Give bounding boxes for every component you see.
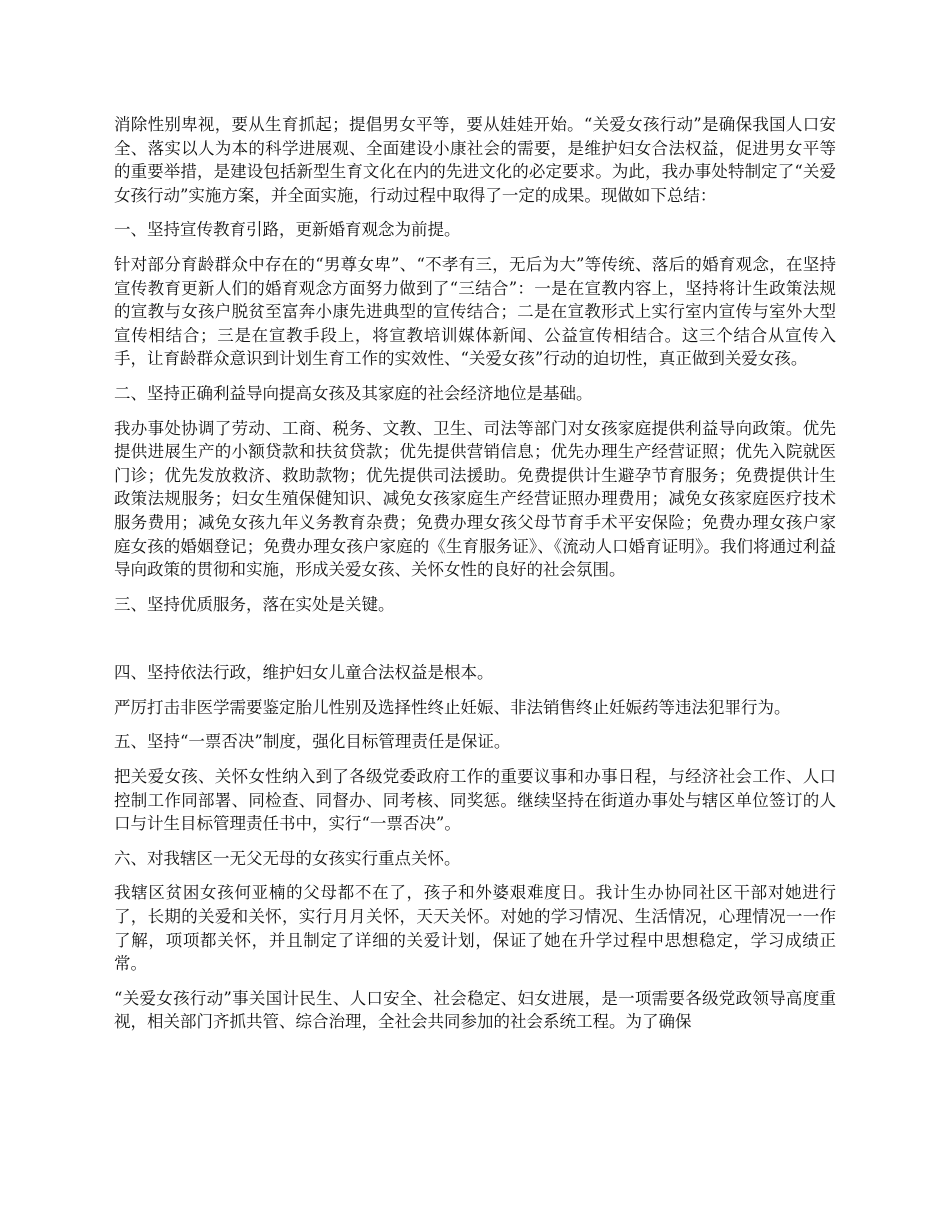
section-paragraph-4: 严厉打击非医学需要鉴定胎儿性别及选择性终止妊娠、非法销售终止妊娠药等违法犯罪行为。 (114, 697, 791, 717)
section-paragraph-2: 我办事处协调了劳动、工商、税务、文教、卫生、司法等部门对女孩家庭提供利益导向政策。优先提供进展生产的小额贷款和扶贫贷款；优先提供营销信息；优先办理生产经营证照；优先入院就医门诊；优先发放救济、救助款物；优先提供司法援助。免费提供计生避孕节育服务；免费提供计生政策法规服务；妇女生殖保健知识、减免女孩家庭生产经营证照办理费用；减免女孩家庭医疗技术服务费用；减免女孩九年义务教育杂费；免费办理女孩父母节育手术平安保险；免费办理女孩户家庭女孩的婚姻登记；免费办理女孩户家庭的《生育服务证》、《流动人口婚育证明》。我们将通过利益导向政策的贯彻和实施，形成关爱女孩、关怀女性的良好的社会氛围。 (114, 418, 836, 580)
section-paragraph-5: 把关爱女孩、关怀女性纳入到了各级党委政府工作的重要议事和办事日程，与经济社会工作、人口控制工作同部署、同检查、同督办、同考核、同奖惩。继续坚持在街道办事处与辖区单位签订的人口与计生目标管理责任书中，实行“一票否决”。 (114, 767, 836, 834)
section-heading-1: 一、坚持宣传教育引路，更新婚育观念为前提。 (114, 220, 461, 240)
document-body (114, 113, 836, 1045)
section-heading-4: 四、坚持依法行政，维护妇女儿童合法权益是根本。 (114, 663, 494, 683)
section-heading-2: 二、坚持正确利益导向提高女孩及其家庭的社会经济地位是基础。 (114, 383, 593, 403)
section-heading-6: 六、对我辖区一无父无母的女孩实行重点关怀。 (114, 848, 461, 868)
blank-gap (114, 627, 836, 661)
closing-paragraph: “关爱女孩行动”事关国计民生、人口安全、社会稳定、妇女进展，是一项需要各级党政领导高度重视，相关部门齐抓共管、综合治理，全社会共同参加的社会系统工程。为了确保 (114, 988, 836, 1032)
section-paragraph-6: 我辖区贫困女孩何亚楠的父母都不在了，孩子和外婆艰难度日。我计生办协同社区干部对她进行了，长期的关爱和关怀，实行月月关怀，天天关怀。对她的学习情况、生活情况，心理情况一一作了解，项项都关怀，并且制定了详细的关爱计划，保证了她在升学过程中思想稳定，学习成绩正常。 (114, 883, 836, 974)
section-paragraph-1: 针对部分育龄群众中存在的“男尊女卑”、“不孝有三，无后为大”等传统、落后的婚育观念，在坚持宣传教育更新人们的婚育观念方面努力做到了“三结合”：一是在宣教内容上，坚持将计生政策法规的宣教与女孩户脱贫至富奔小康先进典型的宣传结合；二是在宣教形式上实行室内宣传与室外大型宣传相结合；三是在宣教手段上，将宣教培训媒体新闻、公益宣传相结合。这三个结合从宣传入手，让育龄群众意识到计划生育工作的实效性、“关爱女孩”行动的迫切性，真正做到关爱女孩。 (114, 254, 836, 369)
section-heading-3: 三、坚持优质服务，落在实处是关键。 (114, 594, 395, 614)
section-heading-5: 五、坚持“一票否决”制度，强化目标管理责任是保证。 (114, 732, 511, 752)
intro-paragraph: 消除性别卑视，要从生育抓起；提倡男女平等，要从娃娃开始。“关爱女孩行动”是确保我国人口安全、落实以人为本的科学进展观、全面建设小康社会的需要，是维护妇女合法权益，促进男女平等的重要举措，是建设包括新型生育文化在内的先进文化的必定要求。为此，我办事处特制定了“关爱女孩行动”实施方案，并全面实施，行动过程中取得了一定的成果。现做如下总结： (114, 115, 836, 205)
